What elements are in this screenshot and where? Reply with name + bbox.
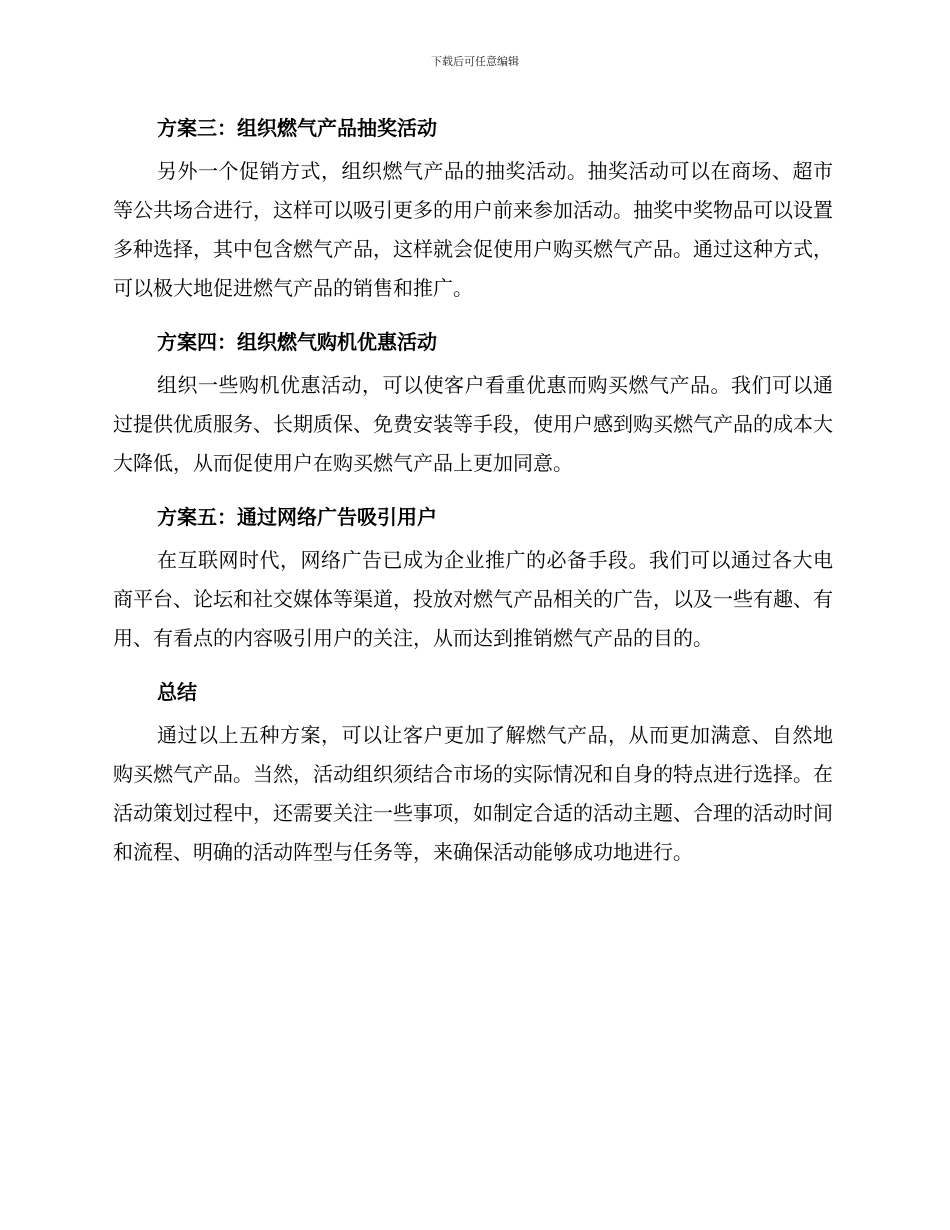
page-header: 下载后可任意编辑 [431, 55, 519, 68]
document-body [113, 108, 833, 872]
section-paragraph-plan-3: 另外一个促销方式，组织燃气产品的抽奖活动。抽奖活动可以在商场、超市等公共场合进行，这样可以吸引更多的用户前来参加活动。抽奖中奖物品可以设置多种选择，其中包含燃气产品，这样就会促使用户购买燃气产品。通过这种方式，可以极大地促进燃气产品的销售和推广。 [113, 159, 833, 300]
section-paragraph-summary: 通过以上五种方案，可以让客户更加了解燃气产品，从而更加满意、自然地购买燃气产品。当然，活动组织须结合市场的实际情况和自身的特点进行选择。在活动策划过程中，还需要关注一些事项，如制定合适的活动主题、合理的活动时间和流程、明确的活动阵型与任务等，来确保活动能够成功地进行。 [113, 723, 833, 864]
section-heading-plan-4: 方案四：组织燃气购机优惠活动 [157, 330, 437, 354]
section-paragraph-plan-5: 在互联网时代，网络广告已成为企业推广的必备手段。我们可以通过各大电商平台、论坛和社交媒体等渠道，投放对燃气产品相关的广告，以及一些有趣、有用、有看点的内容吸引用户的关注，从而达到推销燃气产品的目的。 [113, 548, 833, 650]
section-heading-plan-5: 方案五：通过网络广告吸引用户 [157, 505, 437, 529]
section-paragraph-plan-4: 组织一些购机优惠活动，可以使客户看重优惠而购买燃气产品。我们可以通过提供优质服务、长期质保、免费安装等手段，使用户感到购买燃气产品的成本大大降低，从而促使用户在购买燃气产品上更加同意。 [113, 373, 833, 475]
section-heading-summary: 总结 [157, 680, 197, 704]
section-heading-plan-3: 方案三：组织燃气产品抽奖活动 [157, 116, 437, 140]
